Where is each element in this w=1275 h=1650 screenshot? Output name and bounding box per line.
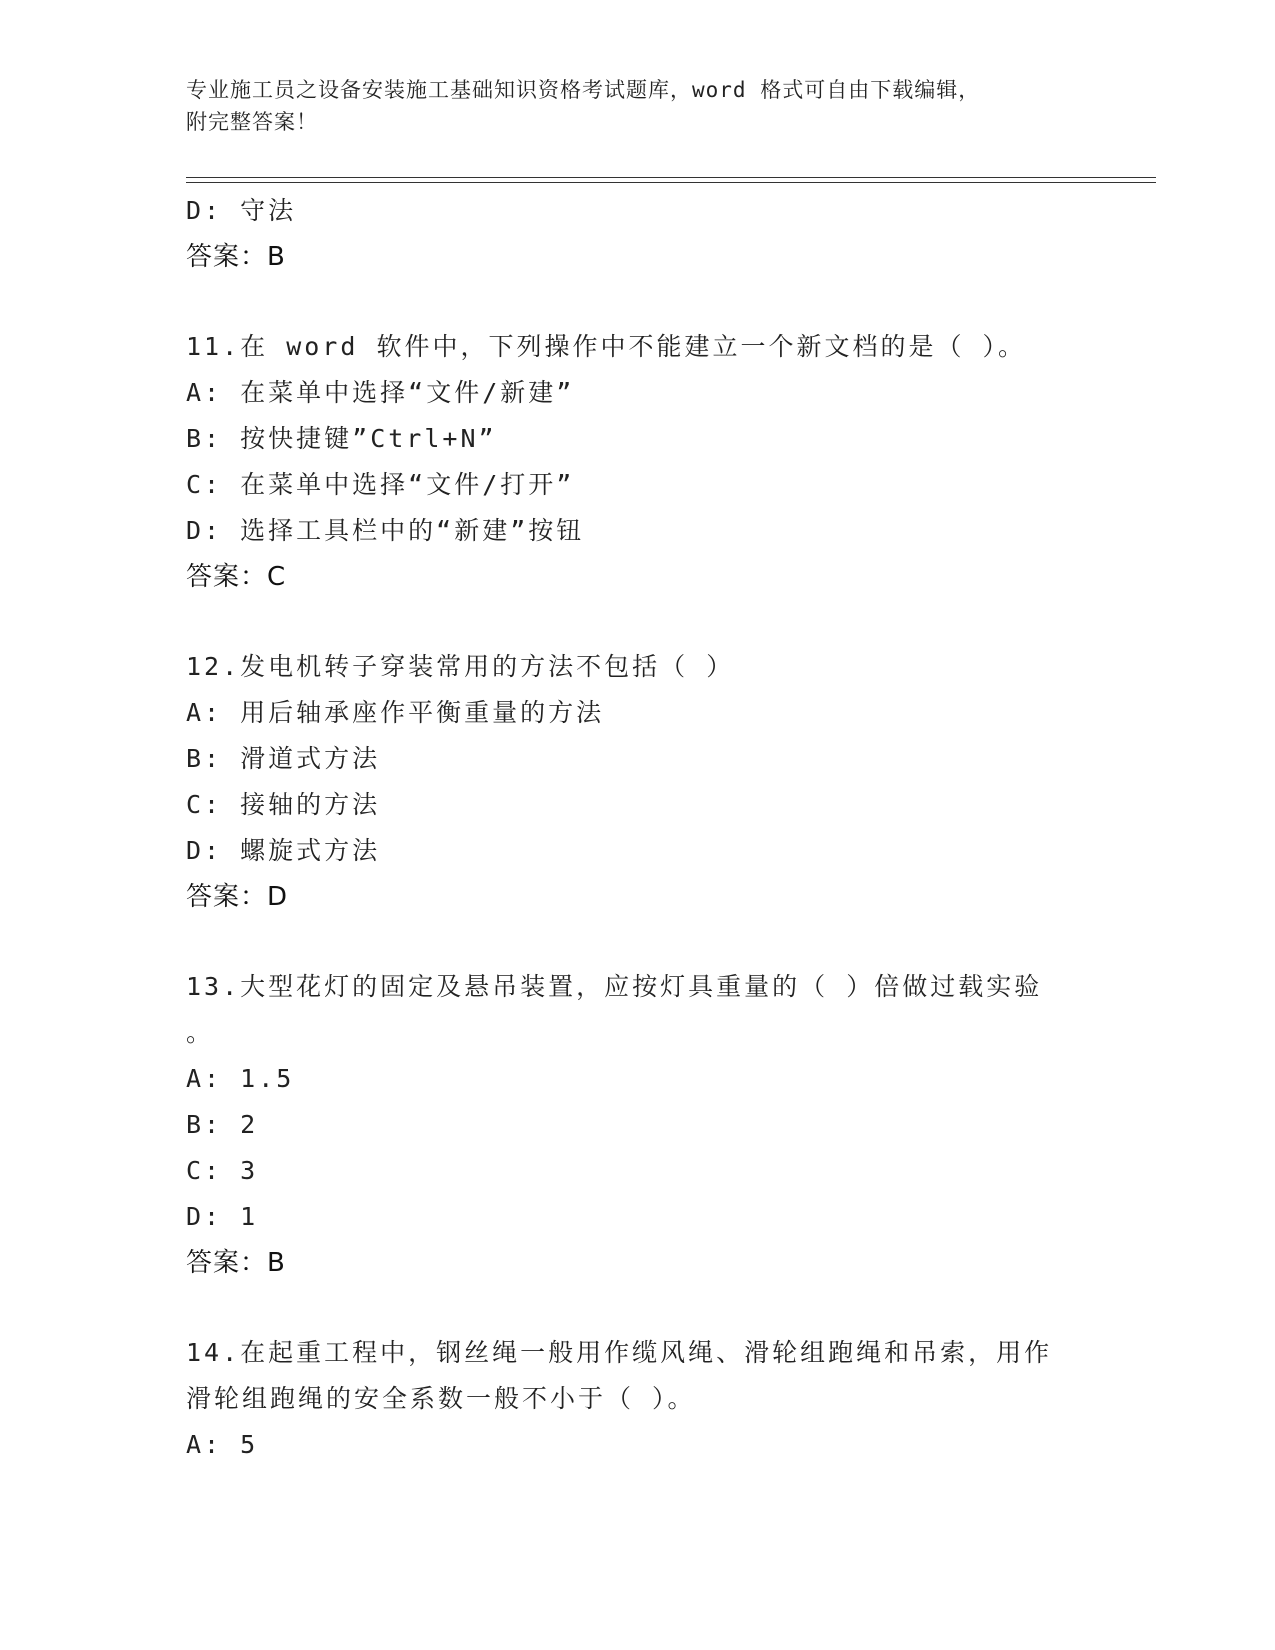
spacer <box>186 600 1126 644</box>
spacer <box>186 1286 1126 1330</box>
document-body <box>186 188 1126 1468</box>
question-block <box>186 1330 1126 1468</box>
option-a: A: 用后轴承座作平衡重量的方法 <box>186 698 605 727</box>
answer-line: 答案：D <box>186 882 289 912</box>
answer-line: 答案：B <box>186 242 286 272</box>
option-c: C: 3 <box>186 1156 259 1185</box>
header-line-2: 附完整答案！ <box>186 110 318 134</box>
header-divider-top <box>186 177 1156 178</box>
option-b: B: 滑道式方法 <box>186 744 381 773</box>
header-divider-bottom <box>186 182 1156 183</box>
option-a: A: 5 <box>186 1430 259 1459</box>
option-c: C: 接轴的方法 <box>186 790 381 819</box>
option-d: D: 守法 <box>186 196 297 225</box>
option-d: D: 螺旋式方法 <box>186 836 381 865</box>
question-block <box>186 964 1126 1286</box>
answer-line: 答案：B <box>186 1248 286 1278</box>
question-stem: 13.大型花灯的固定及悬吊装置，应按灯具重量的（ ）倍做过载实验 <box>186 972 1043 1001</box>
question-stem-continued: 。 <box>186 1018 215 1047</box>
question-stem: 12.发电机转子穿装常用的方法不包括（ ） <box>186 652 735 681</box>
answer-line: 答案：C <box>186 562 287 592</box>
header-line-1: 专业施工员之设备安装施工基础知识资格考试题库，word 格式可自由下载编辑， <box>186 78 981 102</box>
option-c: C: 在菜单中选择“文件/打开” <box>186 470 575 499</box>
question-stem: 11.在 word 软件中，下列操作中不能建立一个新文档的是（ ）。 <box>186 332 1027 361</box>
option-a: A: 1.5 <box>186 1064 295 1093</box>
question-block <box>186 644 1126 920</box>
option-a: A: 在菜单中选择“文件/新建” <box>186 378 575 407</box>
spacer <box>186 920 1126 964</box>
spacer <box>186 280 1126 324</box>
option-b: B: 2 <box>186 1110 259 1139</box>
question-stem-continued: 滑轮组跑绳的安全系数一般不小于（ ）。 <box>186 1384 696 1413</box>
option-b: B: 按快捷键”Ctrl+N” <box>186 424 497 453</box>
question-stem: 14.在起重工程中，钢丝绳一般用作缆风绳、滑轮组跑绳和吊索，用作 <box>186 1338 1053 1367</box>
option-d: D: 选择工具栏中的“新建”按钮 <box>186 516 585 545</box>
question-block <box>186 324 1126 600</box>
option-d: D: 1 <box>186 1202 259 1231</box>
document-header <box>186 74 1086 138</box>
